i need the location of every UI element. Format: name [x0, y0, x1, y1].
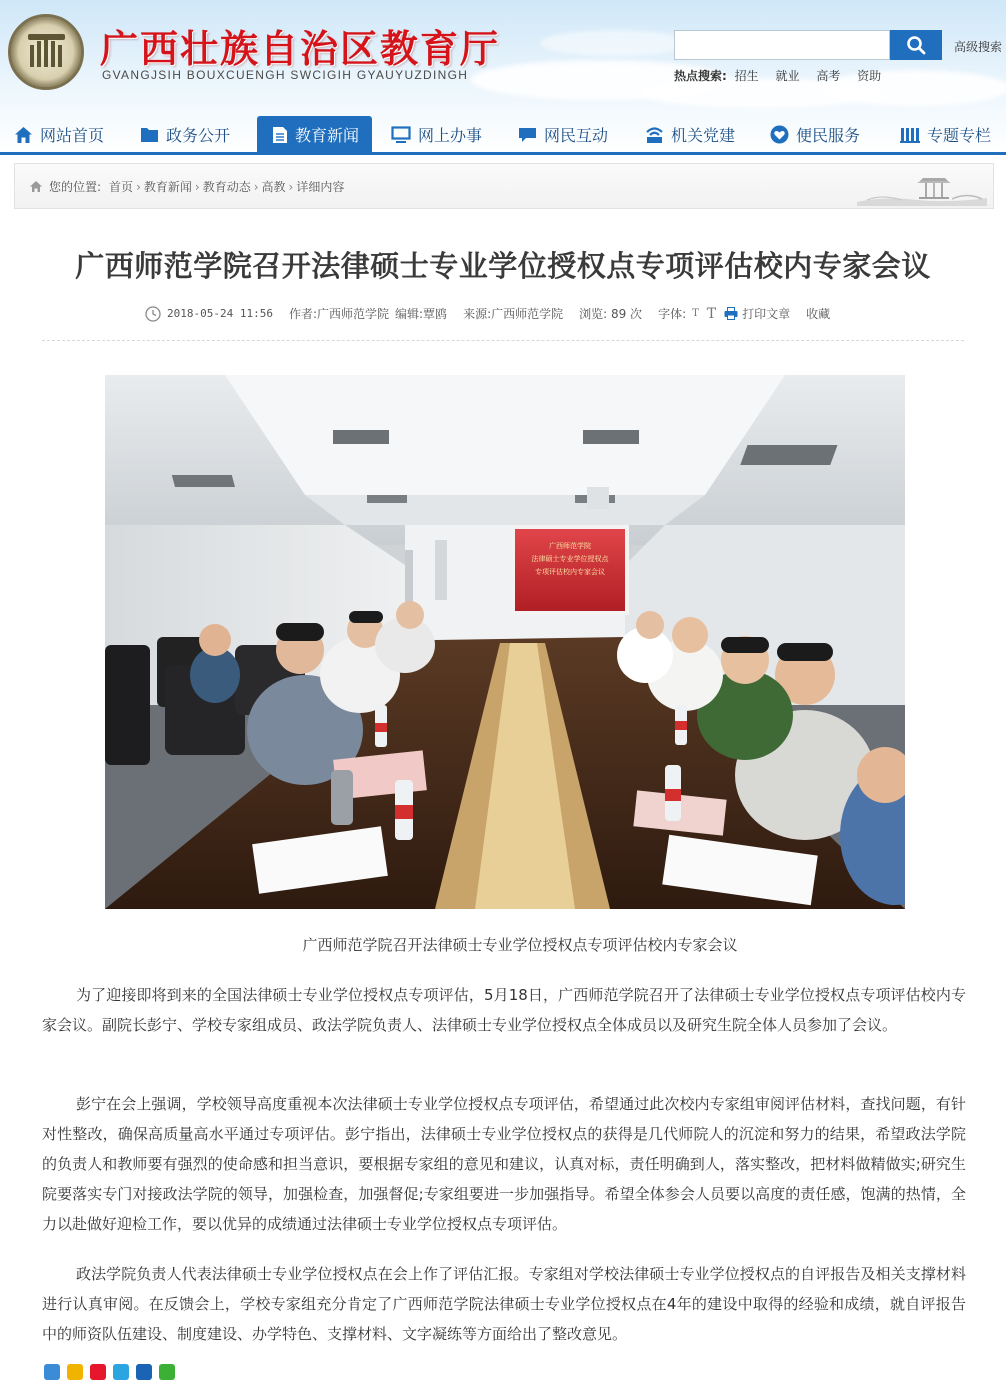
- search-icon: [906, 35, 926, 55]
- nav-item-home[interactable]: [14, 116, 104, 153]
- print-article-button[interactable]: [724, 305, 790, 322]
- hot-search-label: 热点搜索:: [674, 69, 727, 83]
- article-author: 作者:广西师范学院: [288, 307, 390, 321]
- article-paragraph: 彭宁在会上强调，学校领导高度重视本次法律硕士专业学位授权点专项评估，希望通过此次校内专家组审阅评估材料，查找问题，有针对性整改，确保高质量高水平通过专项评估。彭宁指出，法律硕士专业学位授权点的获得是几代师院人的沉淀和努力的结果，希望政法学院的负责人和教师要有强烈的使命感和担当意识，要根据专家组的意见和建议，认真对标，责任明确到人，落实整改，把材料做精做实;研究生院要落实专门对接政法学院的领导，加强检查，加强督促;专家组要进一步加强指导。希望全体参会人员要以高度的责任感，饱满的热情，全力以赴做好迎检工作，要以优异的成绩通过法律硕士专业学位授权点专项评估。: [42, 1095, 966, 1233]
- columns-icon: [900, 126, 920, 144]
- font-size-small-button[interactable]: T: [692, 308, 699, 319]
- nav-item-party-building[interactable]: [645, 116, 735, 153]
- hot-search-item[interactable]: 高考: [816, 69, 841, 83]
- nav-item-label: 政务公开: [166, 126, 231, 145]
- screen-text-line: 专项评估校内专家会议: [535, 568, 605, 576]
- breadcrumb-item[interactable]: 教育新闻: [143, 180, 192, 194]
- nav-item-label: 网上办事: [418, 126, 483, 145]
- department-emblem-icon[interactable]: [8, 14, 84, 90]
- qzone-icon[interactable]: [67, 1364, 83, 1380]
- screen-text-line: 法律硕士专业学位授权点: [531, 555, 609, 563]
- screen-text-line: 广西师范学院: [549, 542, 591, 550]
- home-icon: [14, 126, 33, 144]
- nav-item-label: 网站首页: [40, 126, 105, 145]
- breadcrumb: [29, 178, 344, 195]
- meeting-photo-illustration: [105, 375, 905, 909]
- hot-search-item[interactable]: 就业: [775, 69, 800, 83]
- wechat-icon[interactable]: [159, 1364, 175, 1380]
- clock-icon: [145, 306, 161, 322]
- hot-search-item[interactable]: 招生: [734, 69, 759, 83]
- nav-item-online-services[interactable]: [391, 116, 482, 153]
- view-count: 浏览: 89 次: [579, 307, 643, 321]
- breadcrumb-current: 详细内容: [296, 180, 345, 194]
- renren-icon[interactable]: [136, 1364, 152, 1380]
- font-size-large-button[interactable]: T: [706, 305, 717, 322]
- nav-item-government-affairs[interactable]: [140, 116, 230, 153]
- publish-datetime: 2018-05-24 11:56: [167, 307, 273, 320]
- advanced-search-link[interactable]: 高级搜索: [954, 40, 1003, 54]
- monitor-icon: [391, 126, 411, 144]
- breadcrumb-separator: ›: [136, 179, 141, 194]
- article-editor: 编辑:覃鸥: [395, 307, 448, 321]
- nav-item-education-news[interactable]: [257, 116, 372, 153]
- nav-item-label: 教育新闻: [295, 126, 360, 145]
- meta-divider: [42, 340, 964, 341]
- meeting-photo: [105, 375, 905, 909]
- tencent-weibo-icon[interactable]: [113, 1364, 129, 1380]
- nav-item-special-topics[interactable]: [900, 116, 991, 153]
- search-button[interactable]: [890, 30, 942, 60]
- site-subtitle: GVANGJSIH BOUXCUENGH SWCIGIH GYAUYUZDINGH: [102, 68, 469, 82]
- article-paragraph: 为了迎接即将到来的全国法律硕士专业学位授权点专项评估，5月18日，广西师范学院召开了法律硕士专业学位授权点专项评估校内专家会议。副院长彭宁、学校专家组成员、政法学院负责人、法律硕士专业学位授权点全体成员以及研究生院全体人员参加了会议。: [42, 986, 966, 1034]
- breadcrumb-separator: ›: [253, 179, 259, 194]
- hot-search: [674, 67, 894, 84]
- folder-icon: [140, 126, 159, 143]
- chat-icon: [518, 126, 537, 144]
- weibo-icon[interactable]: [90, 1364, 106, 1380]
- nav-item-label: 便民服务: [796, 126, 861, 145]
- breadcrumb-item[interactable]: 高教: [261, 180, 286, 194]
- search-input[interactable]: [674, 30, 890, 60]
- breadcrumb-label: 您的位置:: [49, 180, 102, 194]
- share-bar: [44, 1364, 182, 1380]
- nav-item-label: 机关党建: [671, 126, 736, 145]
- site-title[interactable]: 广西壮族自治区教育厅: [100, 26, 501, 71]
- favorite-button[interactable]: 收藏: [806, 307, 831, 321]
- nav-item-label: 网民互动: [544, 126, 609, 145]
- share-plus-icon[interactable]: [44, 1364, 60, 1380]
- signal-icon: [645, 126, 664, 144]
- nav-item-label: 专题专栏: [927, 126, 992, 145]
- breadcrumb-bar: [14, 163, 994, 209]
- breadcrumb-item[interactable]: 首页: [109, 180, 134, 194]
- heart-icon: [770, 125, 789, 144]
- nav-item-interaction[interactable]: [518, 116, 608, 153]
- document-icon: [272, 126, 288, 144]
- breadcrumb-separator: ›: [194, 179, 200, 194]
- hot-search-item[interactable]: 资助: [857, 69, 882, 83]
- header-cloud: [540, 30, 690, 56]
- article-paragraph: 政法学院负责人代表法律硕士专业学位授权点在会上作了评估汇报。专家组对学校法律硕士专业学位授权点的自评报告及相关支撑材料进行认真审阅。在反馈会上，学校专家组充分肯定了广西师范学院法律硕士专业学位授权点在4年的建设中取得的经验和成绩，就自评报告中的师资队伍建设、制度建设、办学特色、支撑材料、文字凝练等方面给出了整改意见。: [42, 1265, 966, 1343]
- print-article-label: 打印文章: [742, 307, 791, 321]
- home-small-icon: [29, 180, 43, 193]
- nav-item-public-services[interactable]: [770, 116, 860, 153]
- article-meta: [145, 305, 830, 322]
- pavilion-decoration-icon: [857, 170, 987, 206]
- main-nav: [0, 116, 1006, 155]
- article-title: 广西师范学院召开法律硕士专业学位授权点专项评估校内专家会议: [75, 249, 931, 283]
- breadcrumb-separator: ›: [288, 179, 294, 194]
- font-size-label: 字体:: [658, 307, 687, 321]
- printer-icon: [724, 307, 738, 320]
- breadcrumb-item[interactable]: 教育动态: [202, 180, 251, 194]
- article-source: 来源:广西师范学院: [463, 307, 564, 321]
- photo-caption: 广西师范学院召开法律硕士专业学位授权点专项评估校内专家会议: [302, 936, 738, 954]
